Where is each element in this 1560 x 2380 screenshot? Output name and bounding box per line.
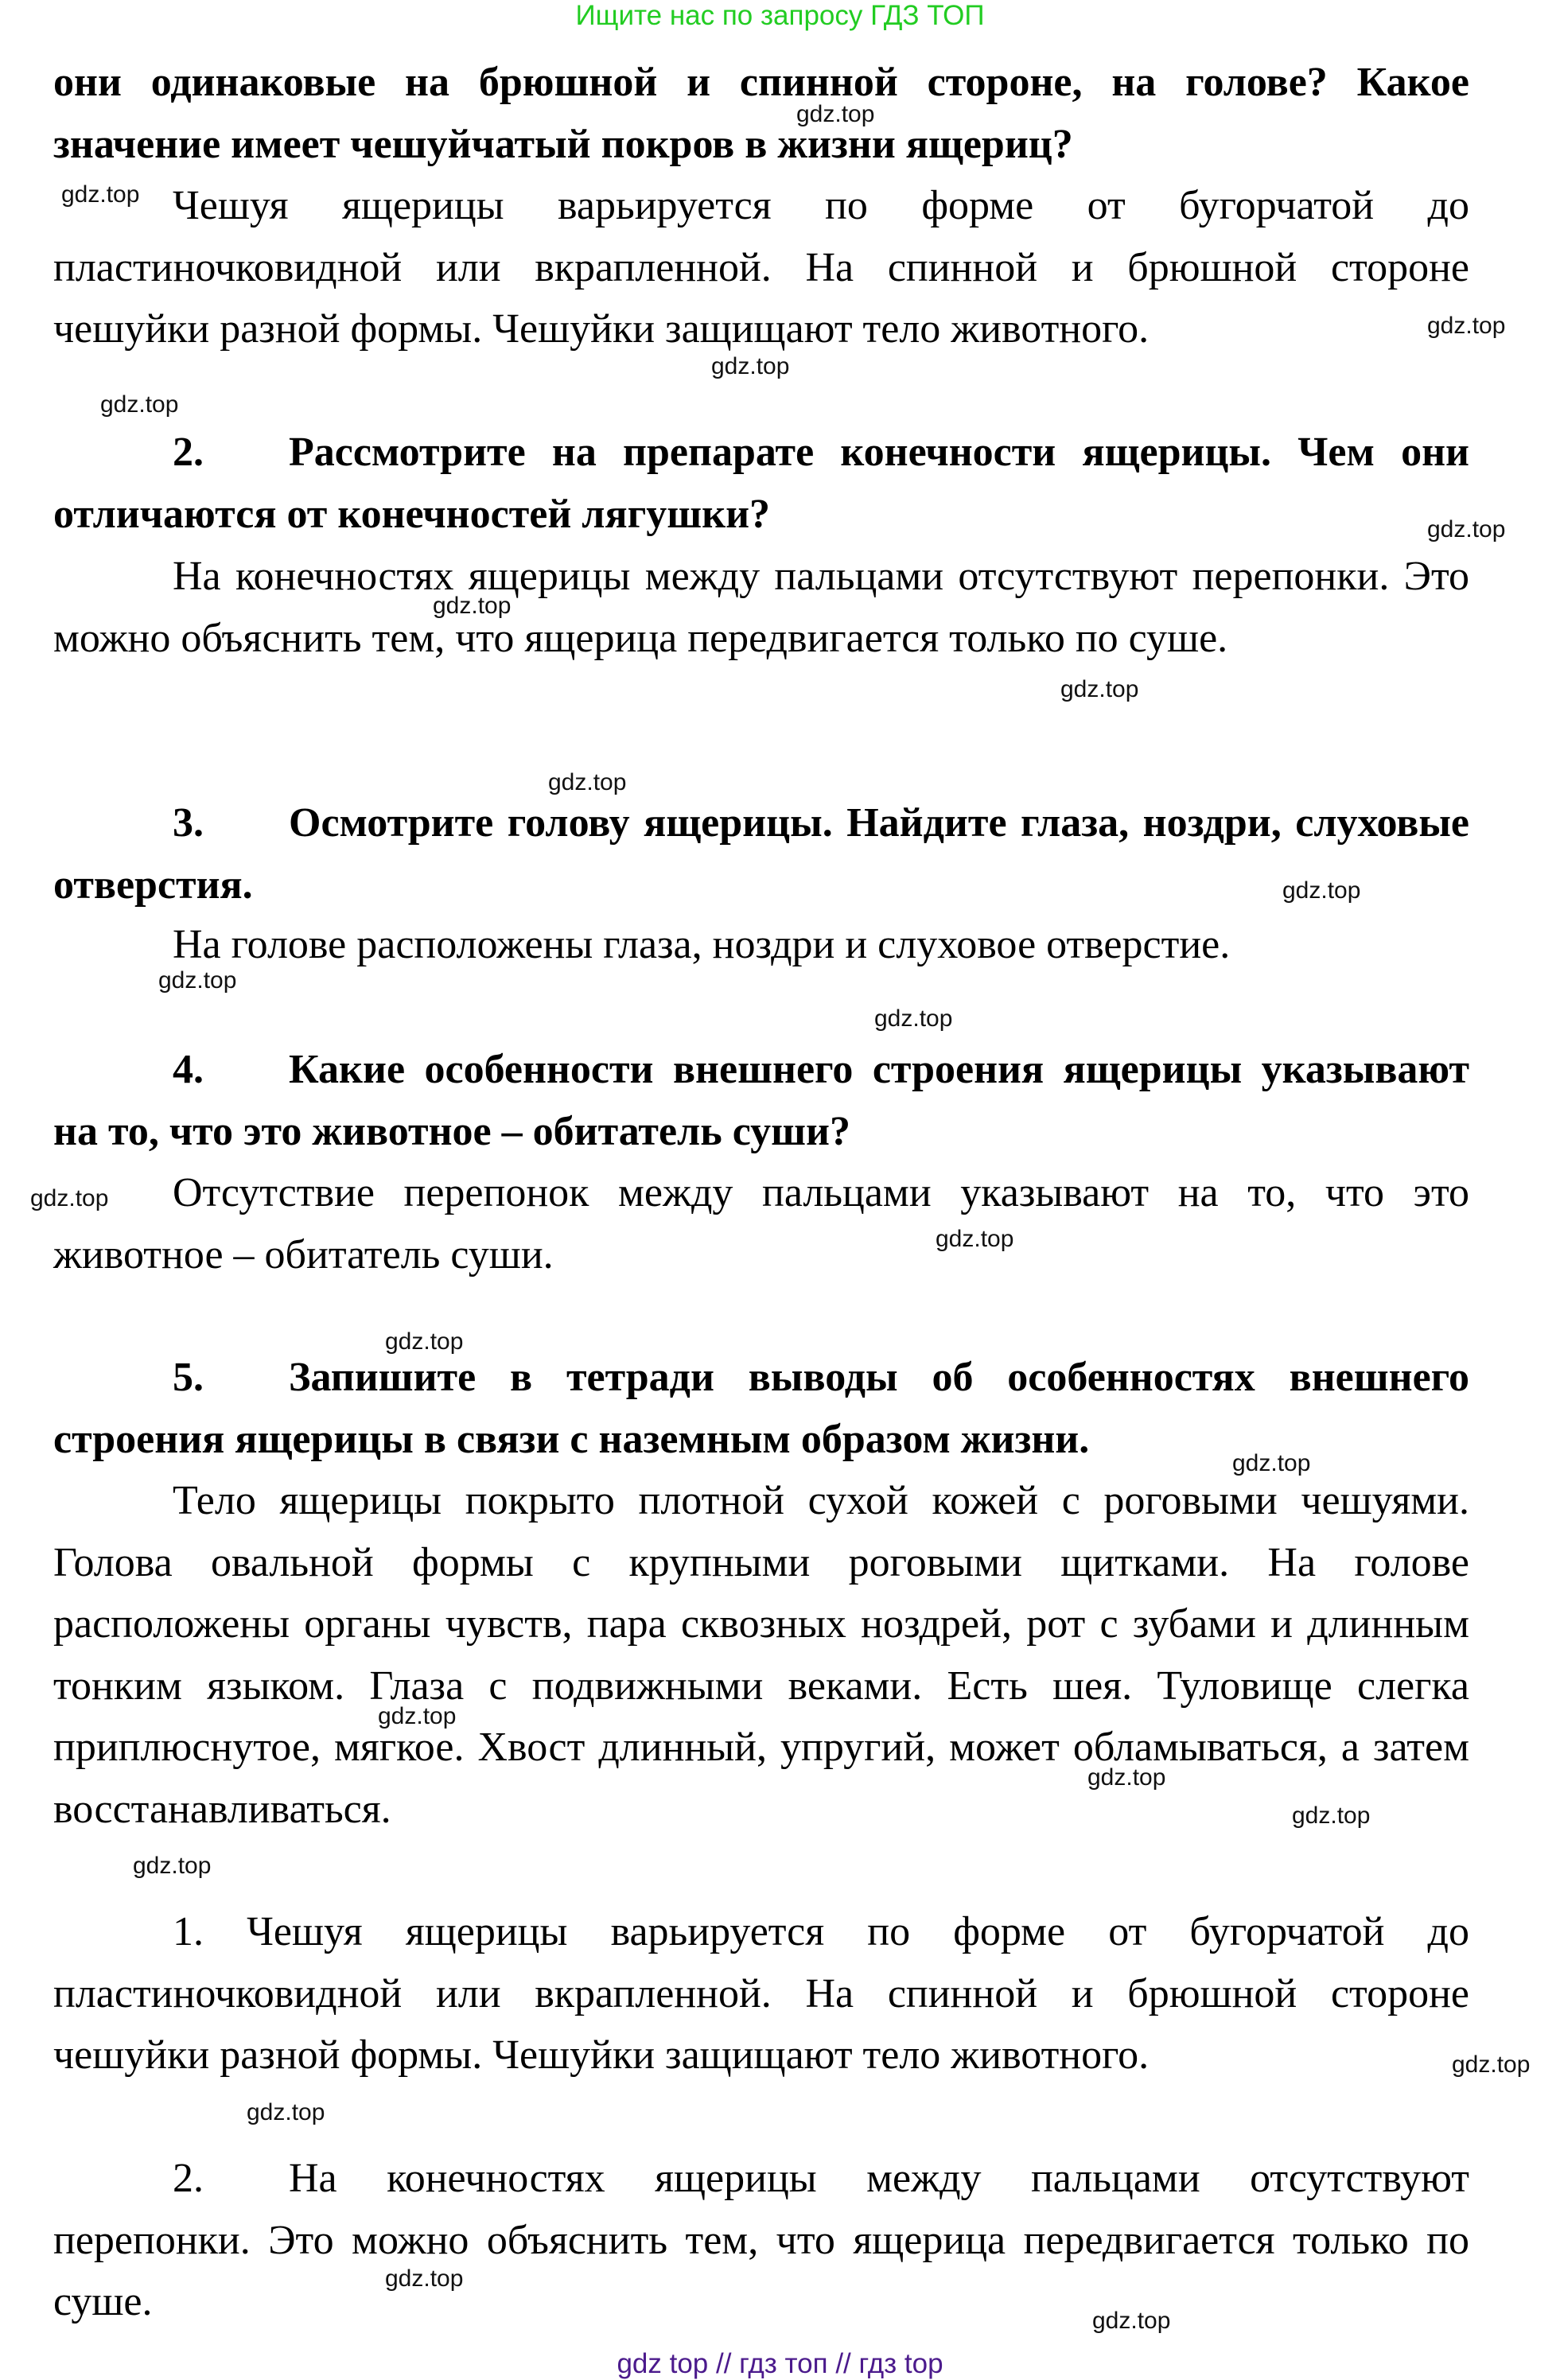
summary-text: На конечностях ящерицы между пальцами отсутствуют перепонки. Это можно объяснить тем, что ящерица передвигается только по суше. [53,2156,1469,2324]
search-banner: Ищите нас по запросу ГДЗ ТОП [575,0,985,31]
watermark: gdz.top [1282,877,1361,904]
watermark: gdz.top [1092,2308,1171,2334]
answer-2: На конечностях ящерицы между пальцами отсутствуют перепонки. Это можно объяснить тем, что ящерица передвигается только по суше. [53,554,1469,661]
watermark: gdz.top [874,1005,953,1032]
watermark: gdz.top [433,593,512,619]
watermark: gdz.top [936,1226,1014,1252]
watermark: gdz.top [1452,2051,1531,2078]
question-text: Осмотрите голову ящерицы. Найдите глаза, ноздри, слуховые отверстия. [53,800,1469,908]
watermark: gdz.top [548,769,627,795]
answer-3: На голове расположены глаза, ноздри и слуховое отверстие. [173,922,1231,967]
question-number: 2. [173,430,204,475]
watermark: gdz.top [378,1703,457,1729]
watermark: gdz.top [1060,676,1139,702]
question-number: 3. [173,800,204,846]
answer-1: Чешуя ящерицы варьируется по форме от бугорчатой до пластиночковидной или вкрапленной. На спинной и брюшной стороне чешуйки разной формы. Чешуйки защищают тело животного. [53,183,1469,352]
answer-4: Отсутствие перепонок между пальцами указывают на то, что это животное – обитатель суши. [53,1170,1469,1278]
summary-1: 1. Чешуя ящерицы варьируется по форме от бугорчатой до пластиночковидной или вкрапленной. На спинной и брюшной стороне чешуйки разной формы. Чешуйки защищают тело животного. [53,1909,1469,2078]
watermark: gdz.top [1427,313,1506,339]
watermark: gdz.top [1427,516,1506,542]
watermark: gdz.top [61,181,140,208]
watermark: gdz.top [247,2099,325,2125]
answer-5: Тело ящерицы покрыто плотной сухой кожей с роговыми чешуями. Голова овальной формы с крупными роговыми щитками. На голове расположены органы чувств, пара сквозных ноздрей, рот с зубами и длинным тонким языком. Глаза с подвижными веками. Есть шея. Туловище слегка приплюснутое, мягкое. Хвост длинный, упругий, может обламываться, а затем восстанавливаться. [53,1478,1469,1832]
question-3 [53,792,1469,916]
watermark: gdz.top [385,1328,464,1355]
question-number: 4. [173,1047,204,1092]
watermark: gdz.top [385,2265,464,2292]
summary-2 [53,2148,1469,2333]
summary-number: 2. [173,2156,204,2201]
footer-links: gdz top // гдз топ // гдз top [617,2348,943,2379]
question-2 [53,422,1469,545]
watermark: gdz.top [133,1853,212,1879]
question-4 [53,1039,1469,1162]
question-text: Какие особенности внешнего строения ящерицы указывают на то, что это животное – обитатель суши? [53,1047,1469,1154]
question-text: Рассмотрите на препарате конечности ящерицы. Чем они отличаются от конечностей лягушки? [53,430,1469,537]
watermark: gdz.top [1292,1802,1371,1829]
watermark: gdz.top [711,353,790,379]
watermark: gdz.top [796,101,875,127]
question-number: 5. [173,1355,204,1400]
watermark: gdz.top [1232,1450,1311,1476]
watermark: gdz.top [158,967,237,994]
question-continuation: они одинаковые на брюшной и спинной стороне, на голове? Какое значение имеет чешуйчатый покров в жизни ящериц? [53,60,1469,167]
question-text: Запишите в тетради выводы об особенностях внешнего строения ящерицы в связи с наземным образом жизни. [53,1355,1469,1462]
watermark: gdz.top [100,391,179,418]
watermark: gdz.top [1087,1764,1166,1791]
watermark: gdz.top [30,1185,109,1211]
